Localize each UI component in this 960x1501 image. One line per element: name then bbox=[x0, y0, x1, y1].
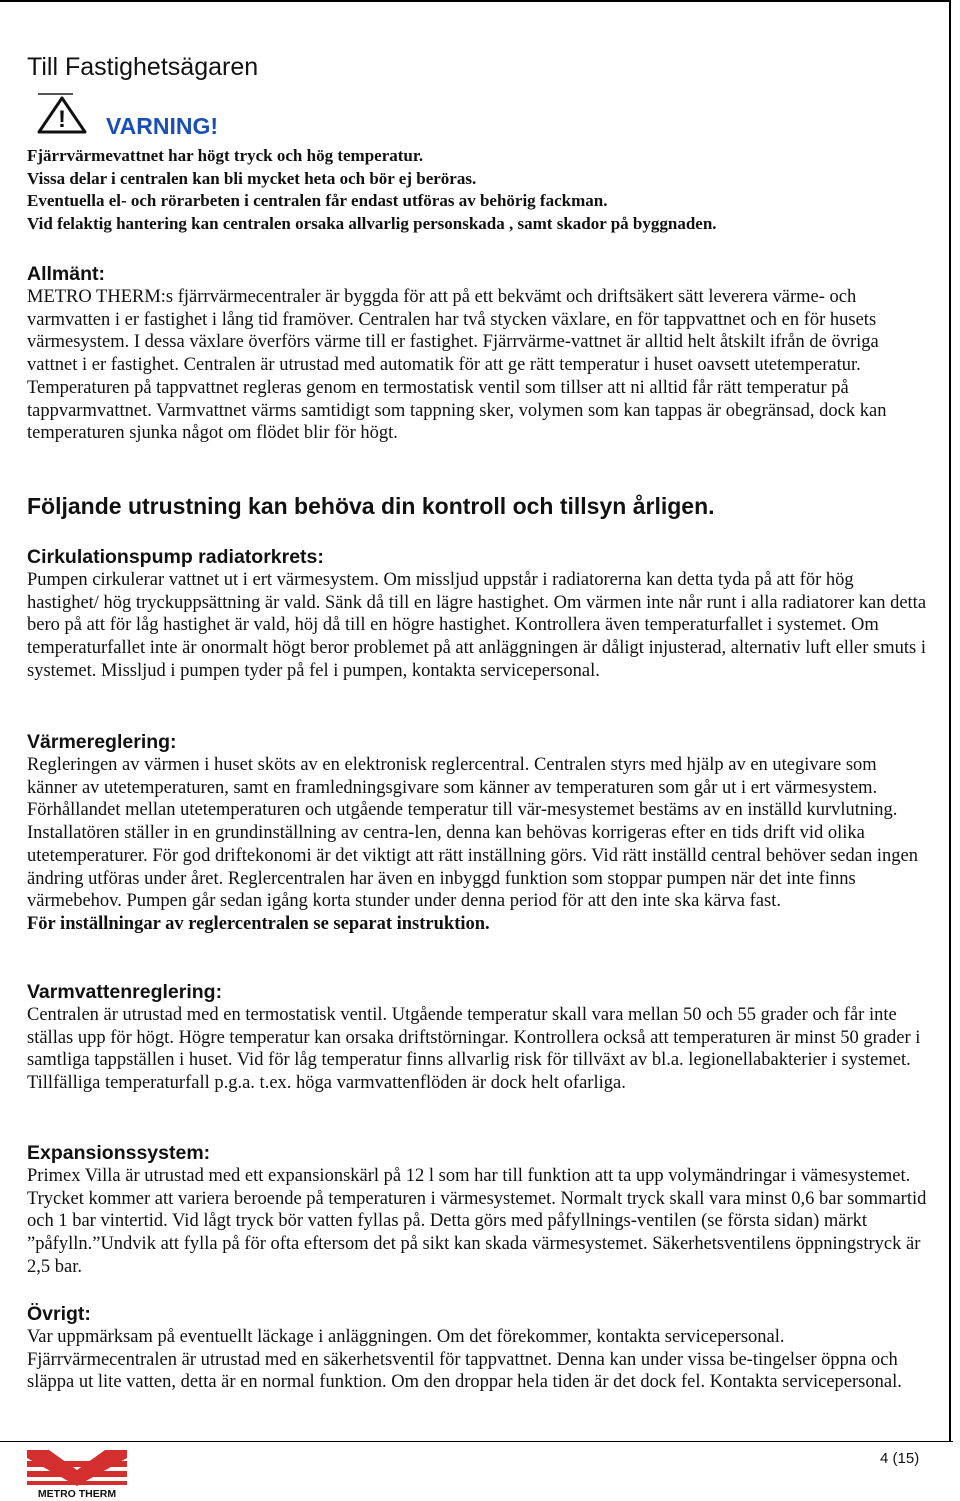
section-cirkulationspump bbox=[27, 545, 932, 683]
section-heading: Cirkulationspump radiatorkrets: bbox=[27, 546, 324, 568]
page-number: 4 (15) bbox=[880, 1450, 920, 1467]
section-heading: Allmänt: bbox=[27, 263, 105, 285]
warning-line: Fjärrvärmevattnet har högt tryck och hög temperatur. bbox=[27, 146, 424, 165]
section-varmereglering bbox=[27, 730, 932, 936]
section-heading: Varmvattenreglering: bbox=[27, 981, 223, 1003]
section-heading: Värmereglering: bbox=[27, 731, 177, 753]
svg-text:METRO THERM: METRO THERM bbox=[37, 1488, 117, 1498]
section-note: För inställningar av reglercentralen se separat instruktion. bbox=[27, 913, 490, 934]
section-text: Regleringen av värmen i huset sköts av en elektronisk reglercentral. Centralen styrs med hjälp av en utegivare som känner av utetemperaturen, samt en framledningsgivare som känner av temperaturen som går ut i ert värmesystem. Förhållandet mellan utetemperaturen och utgående temperatur till vär-mesystemet bestäms av en inställd kurvlutning. Installatören ställer in en grundinställning av centra-len, denna kan behövas korrigeras efter en tids drift vid olika utetemperaturer. För god driftekonomi är det viktigt att rätt inställning görs. Vid rätt inställd central behöver sedan ingen ändring utföras under året. Reglercentralen har även en inbyggd funktion som stoppar pumpen när det inte finns värmebehov. Pumpen går sedan igång korta stunder under denna period för att den inte ska kärva fast. bbox=[27, 755, 918, 912]
section-text: Var uppmärksam på eventuellt läckage i anläggningen. Om det förekommer, kontakta servicepersonal. Fjärrvärmecentralen är utrustad med en säkerhetsventil för tappvattnet. Denna kan under vissa be-tingelser öppna och släppa ut lite vatten, detta är en normal funktion. Om den droppar hela tiden är det dock fel. Kontakta servicepersonal. bbox=[27, 1327, 902, 1393]
warning-label: VARNING! bbox=[106, 113, 219, 139]
section-text: Pumpen cirkulerar vattnet ut i ert värmesystem. Om missljud uppstår i radiatorerna kan detta tyda på att för hög hastighet/ hög tryckuppsättning är vald. Sänk då till en lägre hastighet. Om värmen inte når runt i alla radiatorer kan detta bero på att för låg hastighet är vald, höj då till en högre hastighet. Kontrollera även temperaturfallet i systemet. Om temperaturfallet inte är onormalt högt beror problemet på att anläggningen är dåligt injusterad, alternativ luft eller smuts i systemet. Missljud i pumpen tyder på fel i pumpen, kontakta servicepersonal. bbox=[27, 570, 927, 681]
warning-text bbox=[27, 145, 927, 236]
section-heading: Expansionssystem: bbox=[27, 1142, 211, 1164]
page-title: Till Fastighetsägaren bbox=[27, 53, 259, 81]
warning-line: Vissa delar i centralen kan bli mycket heta och bör ej beröras. bbox=[27, 168, 477, 188]
svg-text:!: ! bbox=[58, 106, 66, 133]
warning-banner bbox=[27, 92, 427, 140]
footer-divider bbox=[0, 1441, 953, 1442]
section-ovrigt bbox=[27, 1302, 932, 1394]
section-text: Centralen är utrustad med en termostatisk ventil. Utgående temperatur skall vara mellan 50 och 55 grader och får inte ställas upp för högt. Högre temperatur kan orsaka driftstörningar. Kontrollera också att temperaturen är minst 50 grader i samtliga tappställen i huset. Vid för låg temperatur finns allvarlig risk för tillväxt av bl.a. legionellabakterier i systemet. Tillfälliga temperaturfall p.g.a. t.ex. höga varmvattenflöden är dock helt ofarliga. bbox=[27, 1005, 921, 1094]
main-heading: Följande utrustning kan behöva din kontroll och tillsyn årligen. bbox=[27, 493, 715, 519]
warning-line: Eventuella el- och rörarbeten i centralen får endast utföras av behörig fackman. bbox=[27, 191, 608, 211]
section-text: METRO THERM:s fjärrvärmecentraler är byggda för att på ett bekvämt och driftsäkert sätt leverera värme- och varmvatten i er fastighet i lång tid framöver. Centralen har två stycken växlare, en för tappvattnet och en för husets värmesystem. I dessa växlare överförs värme till er fastighet. Fjärrvärme-vattnet är alltid helt åtskilt ifrån de övriga vattnet i er fastighet. Centralen är utrustad med automatik för att ge rätt temperatur i huset oavsett utetemperatur. Temperaturen på tappvattnet regleras genom en termostatisk ventil som tillser att ni alltid får rätt temperatur på tappvarmvattnet. Varmvattnet värms samtidigt som tappning sker, volymen som kan tappas är obegränsad, dock kan temperaturen sjunka något om flödet blir för högt. bbox=[27, 287, 887, 444]
section-varmvattenreglering bbox=[27, 980, 932, 1095]
warning-triangle-icon bbox=[33, 92, 91, 136]
section-heading: Övrigt: bbox=[27, 1303, 91, 1325]
section-expansionssystem bbox=[27, 1141, 932, 1279]
section-allmant bbox=[27, 262, 932, 445]
section-text: Primex Villa är utrustad med ett expansionskärl på 12 l som har till funktion att ta upp volymändringar i vämesystemet. Trycket kommer att variera beroende på temperaturen i värmesystemet. Normalt tryck skall vara minst 0,6 bar sommartid och 1 bar vintertid. Vid lågt tryck bör vatten fyllas på. Detta görs med påfyllnings-ventilen (se första sidan) märkt ”påfylln.”Undvik att fylla på för ofta eftersom det på sikt kan skada värmesystemet. Säkerhetsventilens öppningstryck är 2,5 bar. bbox=[27, 1166, 927, 1277]
warning-line: Vid felaktig hantering kan centralen orsaka allvarlig personskada , samt skador på byggnaden. bbox=[27, 214, 717, 234]
metro-therm-logo-icon bbox=[27, 1448, 127, 1498]
